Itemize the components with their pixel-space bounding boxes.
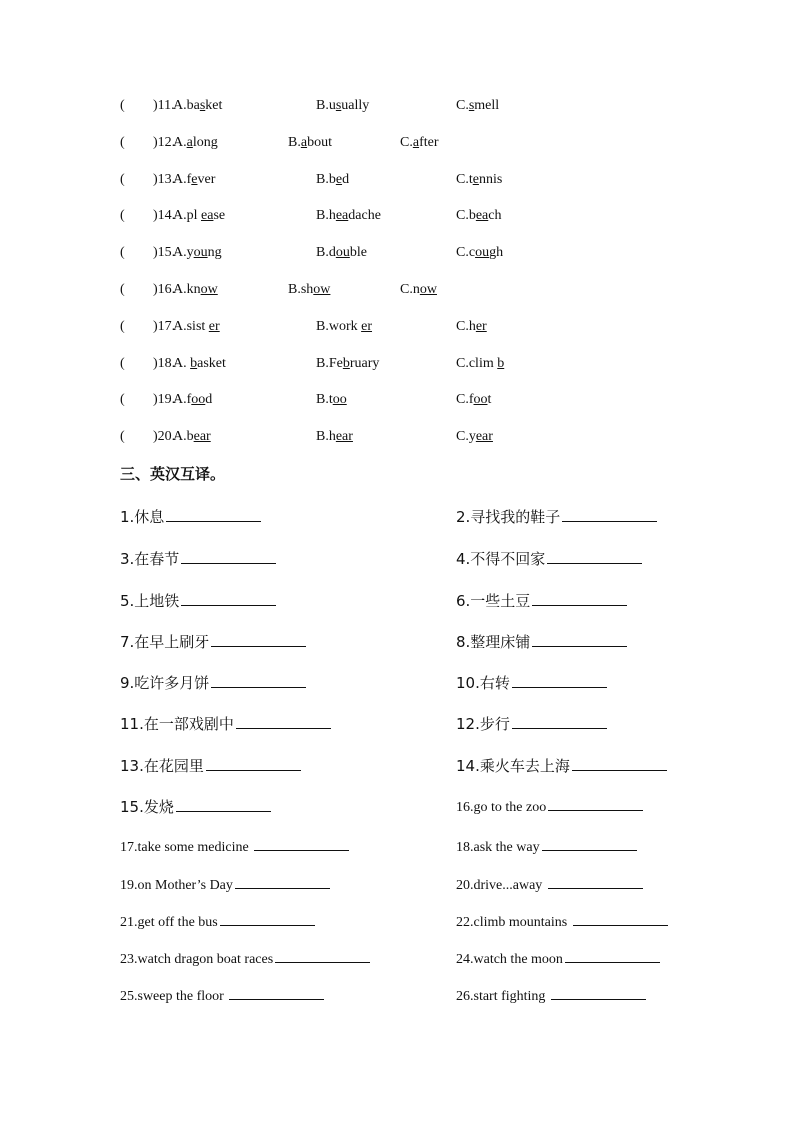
answer-blank[interactable] <box>532 591 627 606</box>
underlined-letters: b <box>190 356 198 371</box>
option-a <box>173 427 211 447</box>
translation-item <box>456 796 643 818</box>
option-text: C.t <box>456 172 473 187</box>
underlined-letters: er <box>361 319 373 334</box>
translation-prompt: 1.休息 <box>120 508 165 526</box>
option-text: mell <box>474 98 500 113</box>
option-b <box>316 427 353 447</box>
translation-item <box>120 874 330 896</box>
answer-blank[interactable] <box>532 632 627 647</box>
translation-item <box>120 796 271 818</box>
translation-prompt: 15.发烧 <box>120 798 174 816</box>
answer-blank[interactable] <box>236 714 331 729</box>
option-text: B.u <box>316 98 336 113</box>
answer-paren[interactable]: ( <box>120 282 125 297</box>
option-text: ng <box>207 245 222 260</box>
answer-blank[interactable] <box>512 714 607 729</box>
answer-paren[interactable]: ( <box>120 392 125 407</box>
option-a <box>173 390 212 410</box>
answer-blank[interactable] <box>562 507 657 522</box>
question-number: )20. <box>153 429 176 444</box>
option-text: ver <box>197 172 216 187</box>
underlined-letters: ear <box>335 429 353 444</box>
answer-paren[interactable]: ( <box>120 429 125 444</box>
option-text: nnis <box>478 172 503 187</box>
question-number: )14. <box>153 208 176 223</box>
translation-item <box>120 836 349 858</box>
translation-item <box>456 874 643 896</box>
option-text: A.b <box>173 429 194 444</box>
answer-paren[interactable]: ( <box>120 98 125 113</box>
question-number: )16. <box>153 282 176 297</box>
translation-item <box>456 672 607 694</box>
answer-paren[interactable]: ( <box>120 356 125 371</box>
option-b <box>316 206 381 226</box>
translation-prompt: 8.整理床铺 <box>456 633 531 651</box>
option-a <box>173 96 222 116</box>
answer-blank[interactable] <box>235 874 330 889</box>
option-text: C.y <box>456 429 476 444</box>
translation-item <box>120 506 261 528</box>
option-a <box>173 317 220 337</box>
question-number: )12. <box>153 135 176 150</box>
option-text: dache <box>348 208 381 223</box>
translation-prompt: 14.乘火车去上海 <box>456 757 570 775</box>
option-text: ble <box>349 245 367 260</box>
translation-item <box>456 911 668 933</box>
option-text: ually <box>341 98 370 113</box>
option-text: C.n <box>400 282 420 297</box>
translation-item <box>456 713 607 735</box>
option-text: B. <box>288 135 301 150</box>
answer-blank[interactable] <box>275 948 370 963</box>
translation-item <box>120 755 301 777</box>
option-b <box>316 243 367 263</box>
answer-paren[interactable]: ( <box>120 208 125 223</box>
answer-blank[interactable] <box>206 756 301 771</box>
answer-blank[interactable] <box>512 673 607 688</box>
translation-item <box>120 631 306 653</box>
option-b <box>316 390 347 410</box>
option-text: A.f <box>173 172 192 187</box>
translation-item <box>456 506 657 528</box>
option-b <box>316 317 372 337</box>
translation-prompt: 26.start fighting <box>456 989 549 1004</box>
underlined-letters: ear <box>193 429 211 444</box>
underlined-letters: ou <box>335 245 350 260</box>
option-text: bout <box>307 135 332 150</box>
answer-paren[interactable]: ( <box>120 172 125 187</box>
option-text: C.c <box>456 245 476 260</box>
option-b <box>316 170 349 190</box>
option-c <box>456 354 504 374</box>
question-number: )11. <box>153 98 175 113</box>
answer-paren[interactable]: ( <box>120 319 125 334</box>
question-number: )18. <box>153 356 176 371</box>
option-text: se <box>213 208 226 223</box>
translation-prompt: 20.drive...away <box>456 878 546 893</box>
option-text: d <box>205 392 213 407</box>
translation-prompt: 2.寻找我的鞋子 <box>456 508 561 526</box>
translation-prompt: 17.take some medicine <box>120 840 253 855</box>
translation-prompt: 13.在花园里 <box>120 757 204 775</box>
underlined-letters: ow <box>313 282 331 297</box>
answer-blank[interactable] <box>211 673 306 688</box>
option-text: gh <box>489 245 504 260</box>
translation-prompt: 3.在春节 <box>120 550 180 568</box>
translation-prompt: 6.一些土豆 <box>456 592 531 610</box>
option-text: A.kn <box>173 282 201 297</box>
option-b <box>316 96 369 116</box>
option-text: A.y <box>173 245 194 260</box>
answer-blank[interactable] <box>542 836 637 851</box>
translation-prompt: 25.sweep the floor <box>120 989 228 1004</box>
option-text: B.t <box>316 392 333 407</box>
option-a <box>173 243 222 263</box>
translation-item <box>120 985 324 1007</box>
underlined-letters: a <box>412 135 420 150</box>
underlined-letters: ea <box>201 208 214 223</box>
underlined-letters: ou <box>475 245 490 260</box>
option-a <box>173 206 225 226</box>
translation-item <box>456 548 642 570</box>
option-text: t <box>487 392 492 407</box>
underlined-letters: ea <box>335 208 349 223</box>
option-text: A.sist <box>173 319 209 334</box>
option-text: A.f <box>173 392 192 407</box>
answer-blank[interactable] <box>573 911 668 926</box>
option-c <box>456 427 493 447</box>
translation-prompt: 18.ask the way <box>456 840 540 855</box>
option-b <box>288 133 332 153</box>
underlined-letters: ow <box>200 282 218 297</box>
translation-item <box>120 548 276 570</box>
translation-prompt: 9.吃许多月饼 <box>120 674 210 692</box>
option-text: C.b <box>456 208 476 223</box>
option-c <box>456 170 502 190</box>
option-text: ch <box>488 208 502 223</box>
translation-item <box>120 713 331 735</box>
underlined-letters: b <box>342 356 350 371</box>
translation-item <box>120 911 315 933</box>
option-text: B.sh <box>288 282 314 297</box>
translation-prompt: 21.get off the bus <box>120 915 218 930</box>
translation-item <box>456 836 637 858</box>
answer-paren[interactable]: ( <box>120 135 125 150</box>
underlined-letters: ear <box>475 429 493 444</box>
option-text: ket <box>205 98 223 113</box>
option-c <box>456 390 491 410</box>
answer-blank[interactable] <box>565 948 660 963</box>
option-a <box>173 280 218 300</box>
answer-blank[interactable] <box>548 796 643 811</box>
translation-item <box>120 590 276 612</box>
option-text: B.h <box>316 429 336 444</box>
translation-item <box>456 985 646 1007</box>
question-number: )17. <box>153 319 176 334</box>
underlined-letters: a <box>186 135 193 150</box>
underlined-letters: oo <box>191 392 206 407</box>
option-text: asket <box>197 356 226 371</box>
answer-blank[interactable] <box>220 911 315 926</box>
option-text: d <box>342 172 350 187</box>
option-text: fter <box>419 135 439 150</box>
option-b <box>316 354 379 374</box>
answer-blank[interactable] <box>211 632 306 647</box>
translation-prompt: 16.go to the zoo <box>456 800 547 815</box>
section-title: 三、英汉互译。 <box>120 465 226 483</box>
underlined-letters: s <box>468 98 475 113</box>
question-number: )13. <box>153 172 176 187</box>
answer-paren[interactable]: ( <box>120 245 125 260</box>
option-c <box>400 133 439 153</box>
option-c <box>456 96 499 116</box>
underlined-letters: s <box>335 98 342 113</box>
translation-prompt: 7.在早上刷牙 <box>120 633 210 651</box>
translation-prompt: 23.watch dragon boat races <box>120 952 274 967</box>
option-c <box>456 243 503 263</box>
underlined-letters: e <box>191 172 198 187</box>
translation-prompt: 11.在一部戏剧中 <box>120 715 234 733</box>
translation-item <box>456 948 660 970</box>
underlined-letters: e <box>472 172 479 187</box>
option-text: C. <box>456 98 469 113</box>
answer-blank[interactable] <box>181 549 276 564</box>
question-number: )15. <box>153 245 176 260</box>
option-c <box>456 206 502 226</box>
translation-prompt: 12.步行 <box>456 715 510 733</box>
answer-blank[interactable] <box>548 874 643 889</box>
translation-prompt: 24.watch the moon <box>456 952 563 967</box>
underlined-letters: ow <box>419 282 437 297</box>
underlined-letters: b <box>497 356 505 371</box>
answer-blank[interactable] <box>254 836 349 851</box>
underlined-letters: a <box>300 135 308 150</box>
underlined-letters: oo <box>473 392 488 407</box>
translation-item <box>120 672 306 694</box>
translation-item <box>456 755 667 777</box>
underlined-letters: oo <box>332 392 347 407</box>
option-text: B.Fe <box>316 356 343 371</box>
underlined-letters: er <box>208 319 220 334</box>
answer-blank[interactable] <box>551 985 646 1000</box>
option-text: ruary <box>349 356 380 371</box>
answer-blank[interactable] <box>166 507 261 522</box>
translation-prompt: 22.climb mountains <box>456 915 571 930</box>
answer-blank[interactable] <box>181 591 276 606</box>
translation-prompt: 19.on Mother’s Day <box>120 878 233 893</box>
option-text: long <box>192 135 218 150</box>
option-c <box>456 317 487 337</box>
answer-blank[interactable] <box>176 797 271 812</box>
option-b <box>288 280 330 300</box>
underlined-letters: er <box>475 319 487 334</box>
option-text: B.h <box>316 208 336 223</box>
option-text: A. <box>173 135 187 150</box>
option-text: C.f <box>456 392 474 407</box>
underlined-letters: e <box>335 172 343 187</box>
underlined-letters: ou <box>193 245 208 260</box>
option-a <box>173 354 226 374</box>
option-text: B.b <box>316 172 336 187</box>
underlined-letters: ea <box>475 208 489 223</box>
option-c <box>400 280 437 300</box>
translation-prompt: 4.不得不回家 <box>456 550 546 568</box>
translation-item <box>120 948 370 970</box>
option-text: A. <box>173 356 191 371</box>
option-text: A.ba <box>173 98 200 113</box>
question-number: )19. <box>153 392 176 407</box>
answer-blank[interactable] <box>572 756 667 771</box>
option-text: C.h <box>456 319 476 334</box>
translation-prompt: 5.上地铁 <box>120 592 180 610</box>
answer-blank[interactable] <box>547 549 642 564</box>
answer-blank[interactable] <box>229 985 324 1000</box>
option-text: B.work <box>316 319 362 334</box>
translation-item <box>456 590 627 612</box>
option-a <box>173 170 215 190</box>
option-text: A.pl <box>173 208 201 223</box>
translation-item <box>456 631 627 653</box>
option-text: C. <box>400 135 413 150</box>
underlined-letters: s <box>199 98 206 113</box>
option-text: B.d <box>316 245 336 260</box>
option-text: C.clim <box>456 356 498 371</box>
option-a <box>173 133 218 153</box>
translation-prompt: 10.右转 <box>456 674 510 692</box>
